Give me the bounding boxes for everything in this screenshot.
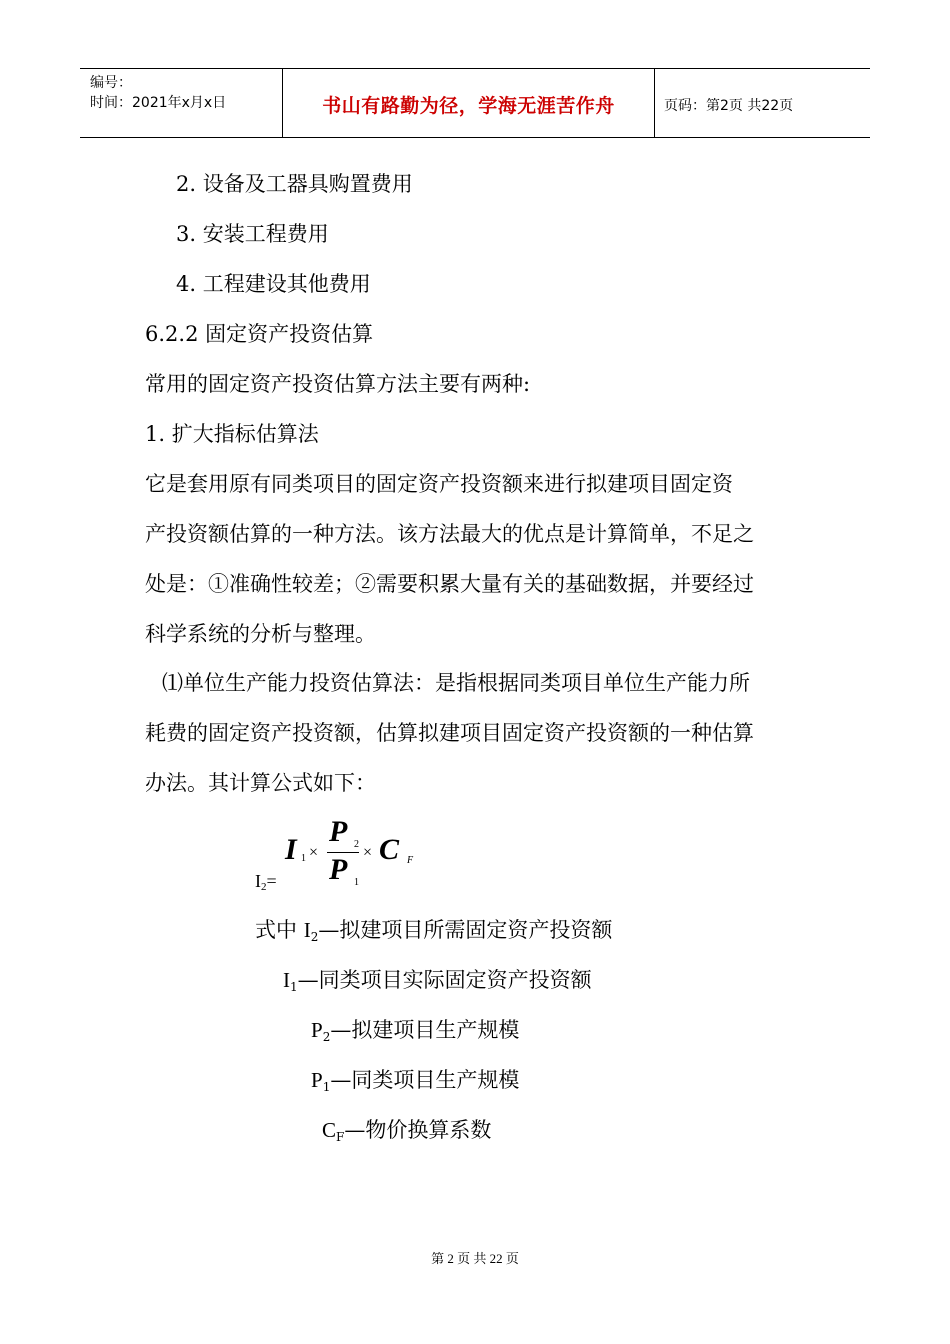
paragraph: 常用的固定资产投资估算方法主要有两种: (145, 372, 531, 396)
formula-sub: 2 (354, 839, 359, 850)
paragraph-line: 产投资额估算的一种方法。该方法最大的优点是计算简单，不足之 (145, 522, 754, 546)
list-item: 3. 安装工程费用 (176, 222, 329, 246)
formula (255, 815, 455, 895)
formula-term-i1: I (285, 833, 297, 866)
definition-line: CF—物价换算系数 (322, 1118, 492, 1144)
number-label: 编号： (90, 75, 132, 91)
paragraph-line: 处是：①准确性较差；②需要积累大量有关的基础数据，并要经过 (145, 572, 754, 596)
definition-line: P2—拟建项目生产规模 (311, 1018, 520, 1044)
definition-line: I1—同类项目实际固定资产投资额 (283, 968, 592, 994)
formula-times: × (363, 844, 373, 861)
list-item: 2. 设备及工器具购置费用 (176, 172, 413, 196)
time-label: 时间：2021年x月x日 (90, 95, 227, 111)
page-footer: 第 2 页 共 22 页 (431, 1251, 519, 1266)
formula-denominator: P (329, 853, 348, 886)
header-divider (654, 69, 655, 137)
header-page-info: 页码：第2页 共22页 (664, 98, 794, 114)
page-header (80, 68, 870, 138)
paragraph-line: 办法。其计算公式如下： (145, 771, 376, 795)
formula-sub: 1 (301, 853, 306, 864)
header-meta (90, 73, 226, 113)
paragraph-line: 耗费的固定资产投资额，估算拟建项目固定资产投资额的一种估算 (145, 721, 754, 745)
formula-term-cf: C (379, 833, 400, 866)
header-motto: 书山有路勤为径，学海无涯苦作舟 (322, 95, 615, 117)
formula-sub: F (407, 855, 414, 866)
paragraph-line: 它是套用原有同类项目的固定资产投资额来进行拟建项目固定资 (145, 472, 733, 496)
formula-times: × (309, 844, 319, 861)
formula-sub: 1 (354, 877, 359, 888)
paragraph-line: 科学系统的分析与整理。 (145, 622, 376, 646)
paragraph-line: ⑴单位生产能力投资估算法：是指根据同类项目单位生产能力所 (162, 671, 750, 695)
method-heading: 1. 扩大指标估算法 (145, 422, 319, 446)
list-item: 4. 工程建设其他费用 (176, 272, 371, 296)
formula-lhs: I2= (255, 871, 277, 893)
definition-line: P1—同类项目生产规模 (311, 1068, 520, 1094)
definition-line: 式中 I2—拟建项目所需固定资产投资额 (255, 918, 613, 944)
formula-numerator: P (329, 815, 348, 848)
section-heading: 6.2.2 固定资产投资估算 (145, 322, 374, 346)
